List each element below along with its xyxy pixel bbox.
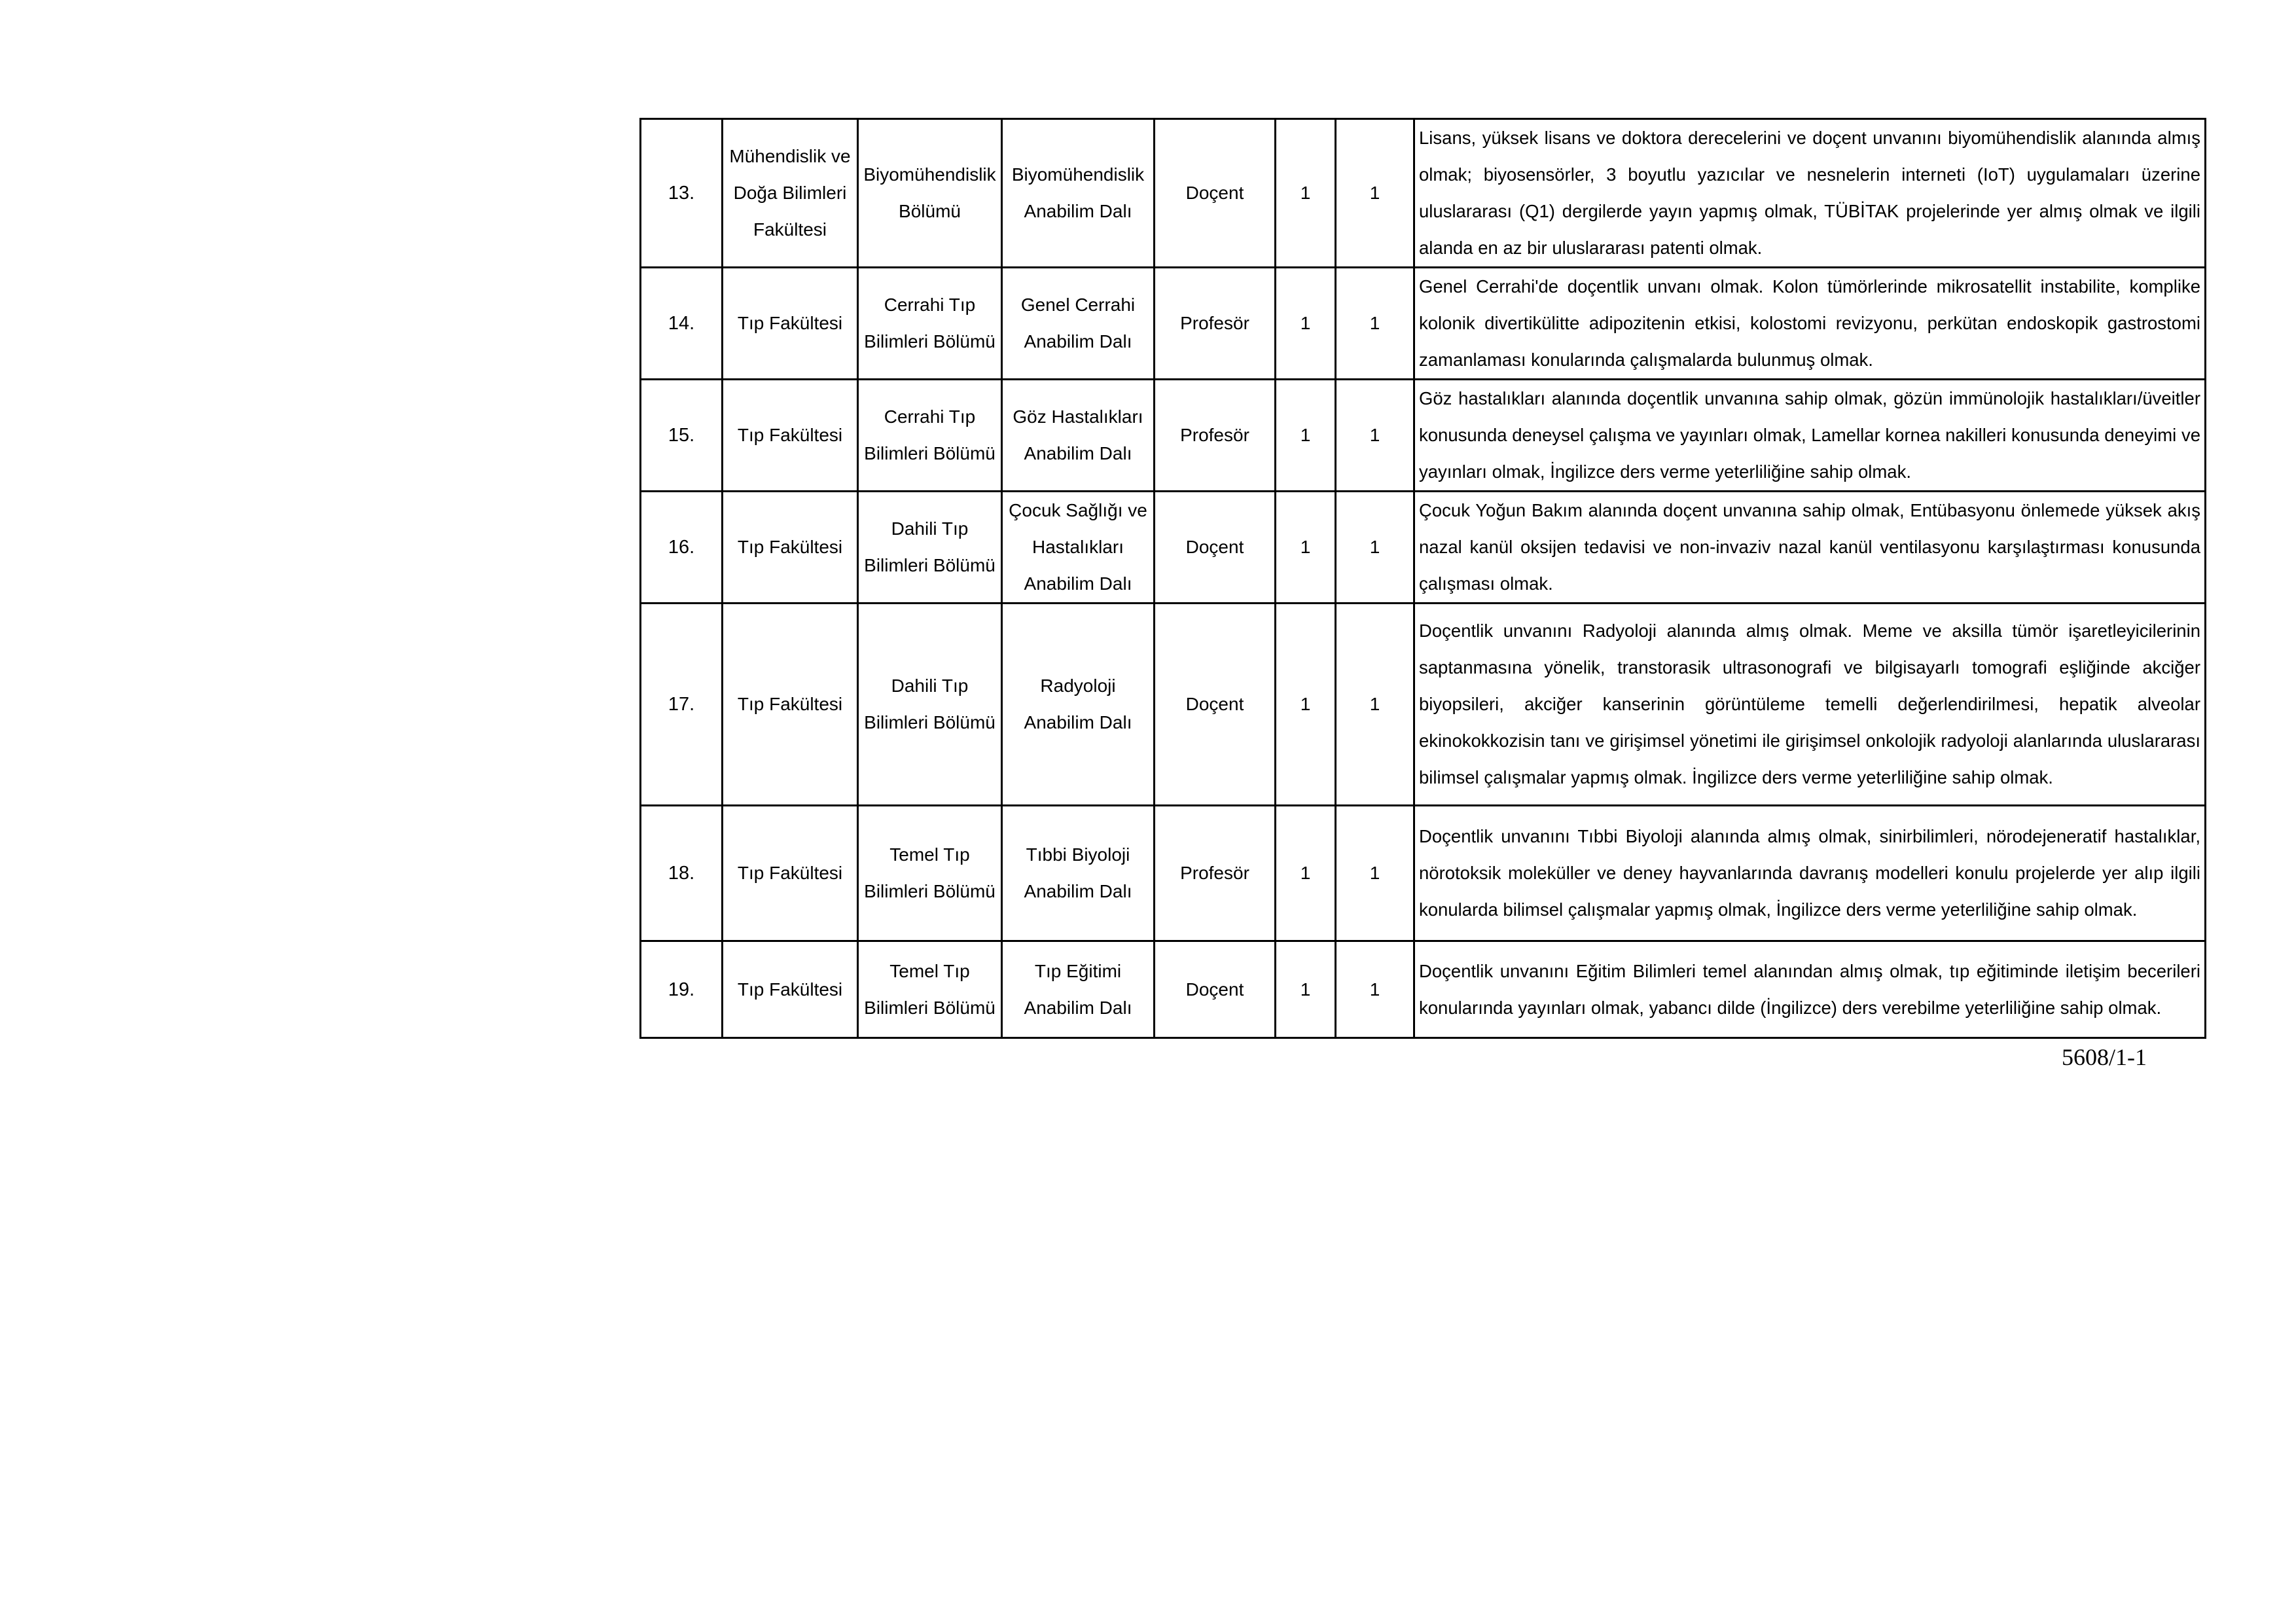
row-number: 19. [641, 941, 723, 1038]
count-cell-b: 1 [1336, 604, 1414, 806]
row-number: 15. [641, 380, 723, 492]
table-row [641, 806, 2206, 941]
row-number: 17. [641, 604, 723, 806]
faculty-cell: Tıp Fakültesi [723, 492, 858, 604]
department-cell: Temel Tıp Bilimleri Bölümü [858, 941, 1002, 1038]
requirements-cell: Göz hastalıkları alanında doçentlik unvanına sahip olmak, gözün immünolojik hastalıkları/üveitler konusunda deneysel çalışma ve yayınları olmak, Lamellar kornea nakilleri konusunda deneyimi ve yayınları olmak, İngilizce ders verme yeterliliğine sahip olmak. [1414, 380, 2206, 492]
count-cell-b: 1 [1336, 941, 1414, 1038]
department-cell: Dahili Tıp Bilimleri Bölümü [858, 604, 1002, 806]
count-cell-a: 1 [1276, 492, 1336, 604]
requirements-cell: Lisans, yüksek lisans ve doktora derecelerini ve doçent unvanını biyomühendislik alanında almış olmak; biyosensörler, 3 boyutlu yazıcılar ve nesnelerin interneti (IoT) uygulamaları üzerine uluslararası (Q1) dergilerde yayın yapmış olmak, TÜBİTAK projelerinde yer almış olmak ve ilgili alanda en az bir uluslararası patenti olmak. [1414, 119, 2206, 268]
faculty-cell: Tıp Fakültesi [723, 941, 858, 1038]
academic-title-cell: Doçent [1155, 492, 1276, 604]
count-cell-a: 1 [1276, 941, 1336, 1038]
count-cell-a: 1 [1276, 268, 1336, 380]
table-row [641, 380, 2206, 492]
requirements-cell: Doçentlik unvanını Radyoloji alanında almış olmak. Meme ve aksilla tümör işaretleyicilerinin saptanmasına yönelik, transtorasik ultrasonografi ve bilgisayarlı tomografi eşliğinde akciğer biyopsileri, akciğer kanserinin görüntüleme temelli değerlendirilmesi, hepatik alveolar ekinokokkozisin tanı ve girişimsel yönetimi ile girişimsel onkolojik radyoloji alanlarında uluslararası bilimsel çalışmalar yapmış olmak. İngilizce ders verme yeterliliğine sahip olmak. [1414, 604, 2206, 806]
count-cell-b: 1 [1336, 492, 1414, 604]
department-cell: Cerrahi Tıp Bilimleri Bölümü [858, 380, 1002, 492]
department-cell: Cerrahi Tıp Bilimleri Bölümü [858, 268, 1002, 380]
row-number: 13. [641, 119, 723, 268]
division-cell: Genel Cerrahi Anabilim Dalı [1002, 268, 1155, 380]
count-cell-b: 1 [1336, 119, 1414, 268]
count-cell-b: 1 [1336, 268, 1414, 380]
table-row [641, 268, 2206, 380]
faculty-cell: Tıp Fakültesi [723, 380, 858, 492]
academic-title-cell: Doçent [1155, 941, 1276, 1038]
division-cell: Tıp Eğitimi Anabilim Dalı [1002, 941, 1155, 1038]
table-row [641, 941, 2206, 1038]
division-cell: Radyoloji Anabilim Dalı [1002, 604, 1155, 806]
requirements-cell: Doçentlik unvanını Eğitim Bilimleri temel alanından almış olmak, tıp eğitiminde iletişim becerileri konularında yayınları olmak, yabancı dilde (İngilizce) ders verebilme yeterliliğine sahip olmak. [1414, 941, 2206, 1038]
department-cell: Temel Tıp Bilimleri Bölümü [858, 806, 1002, 941]
faculty-cell: Tıp Fakültesi [723, 806, 858, 941]
count-cell-a: 1 [1276, 604, 1336, 806]
division-cell: Tıbbi Biyoloji Anabilim Dalı [1002, 806, 1155, 941]
count-cell-a: 1 [1276, 806, 1336, 941]
count-cell-a: 1 [1276, 119, 1336, 268]
page-number: 5608/1-1 [2062, 1044, 2147, 1070]
academic-title-cell: Profesör [1155, 268, 1276, 380]
count-cell-a: 1 [1276, 380, 1336, 492]
academic-title-cell: Doçent [1155, 604, 1276, 806]
requirements-cell: Genel Cerrahi'de doçentlik unvanı olmak. Kolon tümörlerinde mikrosatellit instabilite, komplike kolonik divertikülitte adipozitenin etkisi, kolostomi revizyonu, perkütan endoskopik gastrostomi zamanlaması konularında çalışmalarda bulunmuş olmak. [1414, 268, 2206, 380]
requirements-cell: Doçentlik unvanını Tıbbi Biyoloji alanında almış olmak, sinirbilimleri, nörodejeneratif hastalıklar, nörotoksik moleküller ve deney hayvanlarında davranış modelleri konulu projelerde yer alıp ilgili konularda bilimsel çalışmalar yapmış olmak, İngilizce ders verme yeterliliğine sahip olmak. [1414, 806, 2206, 941]
division-cell: Göz Hastalıkları Anabilim Dalı [1002, 380, 1155, 492]
department-cell: Dahili Tıp Bilimleri Bölümü [858, 492, 1002, 604]
faculty-cell: Tıp Fakültesi [723, 268, 858, 380]
academic-title-cell: Profesör [1155, 380, 1276, 492]
row-number: 14. [641, 268, 723, 380]
count-cell-b: 1 [1336, 380, 1414, 492]
faculty-cell: Mühendislik ve Doğa Bilimleri Fakültesi [723, 119, 858, 268]
division-cell: Çocuk Sağlığı ve Hastalıkları Anabilim Dalı [1002, 492, 1155, 604]
staff-positions-table [639, 118, 2206, 1039]
table-row [641, 604, 2206, 806]
division-cell: Biyomühendislik Anabilim Dalı [1002, 119, 1155, 268]
row-number: 18. [641, 806, 723, 941]
table-row [641, 119, 2206, 268]
row-number: 16. [641, 492, 723, 604]
academic-title-cell: Doçent [1155, 119, 1276, 268]
department-cell: Biyomühendislik Bölümü [858, 119, 1002, 268]
requirements-cell: Çocuk Yoğun Bakım alanında doçent unvanına sahip olmak, Entübasyonu önlemede yüksek akış nazal kanül oksijen tedavisi ve non-invaziv nazal kanül ventilasyonu karşılaştırması konusunda çalışması olmak. [1414, 492, 2206, 604]
academic-title-cell: Profesör [1155, 806, 1276, 941]
faculty-cell: Tıp Fakültesi [723, 604, 858, 806]
table-row [641, 492, 2206, 604]
count-cell-b: 1 [1336, 806, 1414, 941]
